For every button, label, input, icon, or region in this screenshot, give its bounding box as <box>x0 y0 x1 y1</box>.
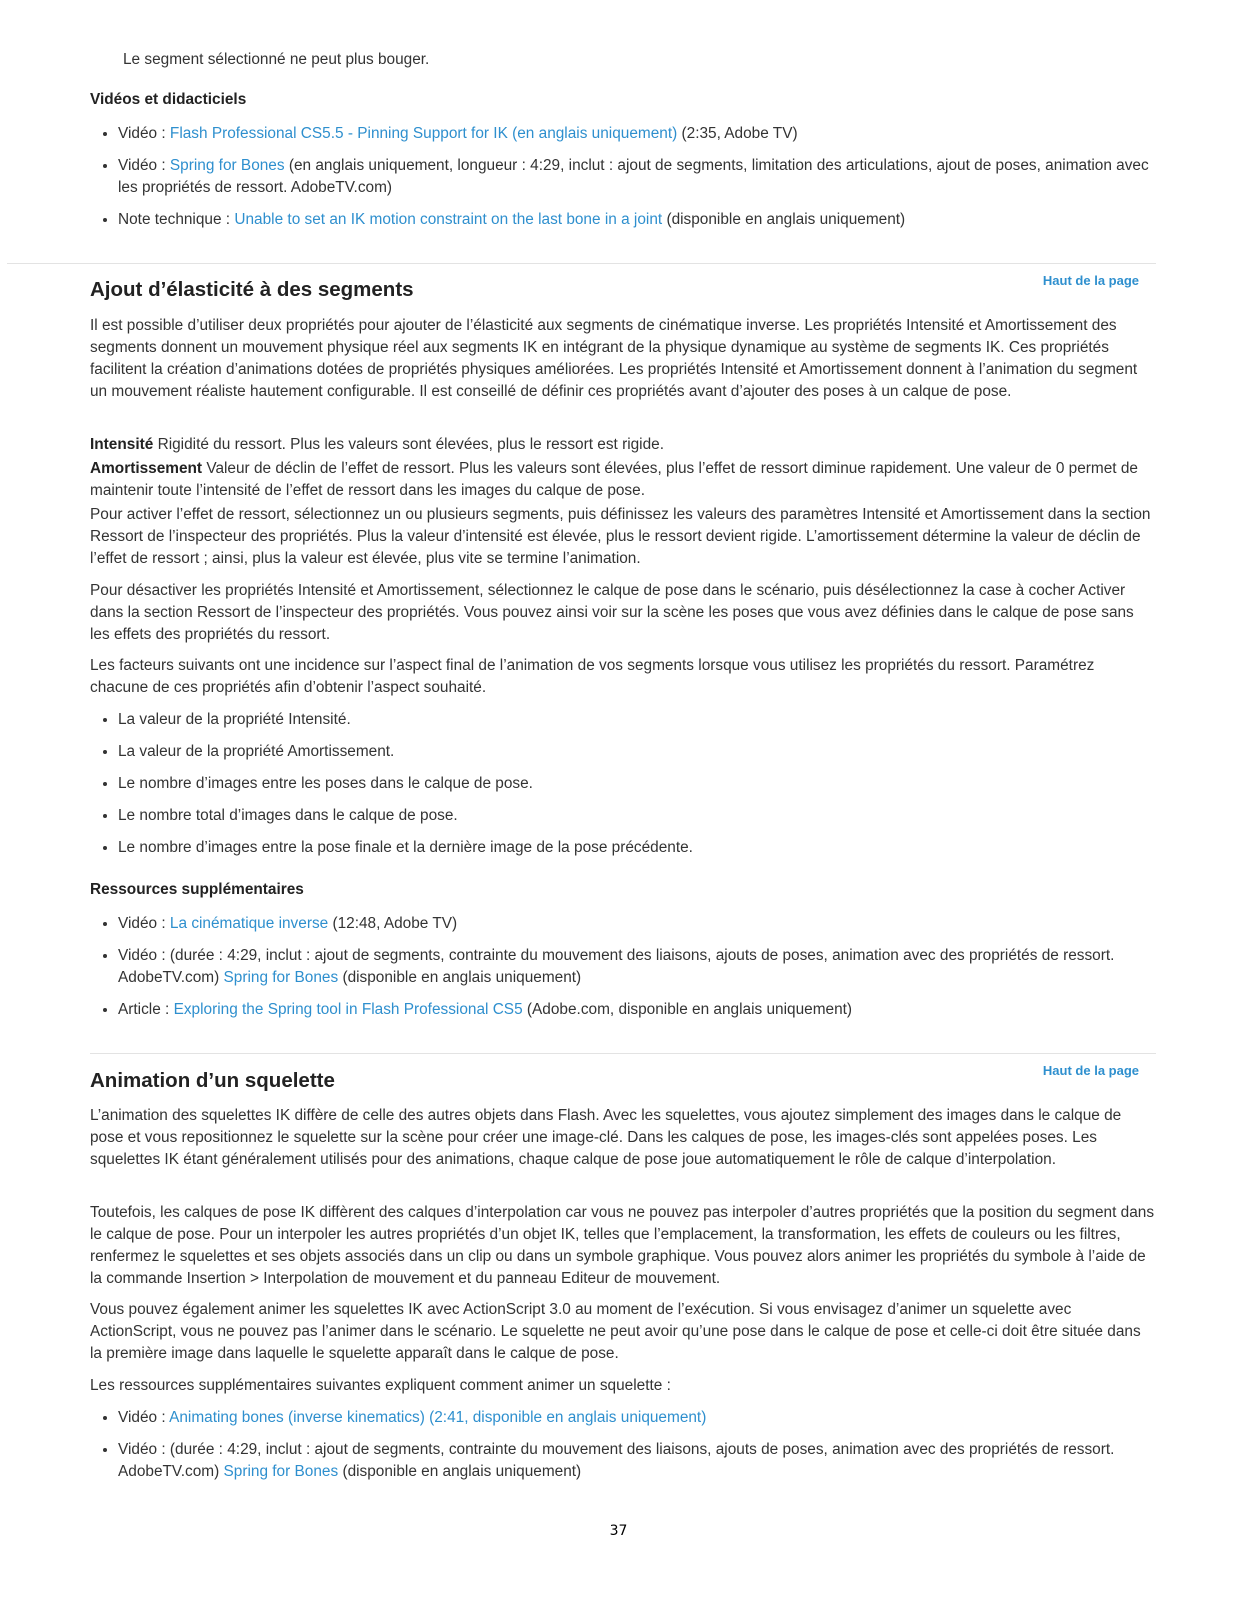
section-divider <box>90 1053 1156 1054</box>
definition-term: Intensité <box>90 436 154 453</box>
back-to-top-link[interactable]: Haut de la page <box>1042 1063 1139 1078</box>
videos-list <box>90 123 1158 241</box>
list-item: • Vidéo : La cinématique inverse (12:48, Adobe TV) <box>118 913 1158 935</box>
factors-list <box>90 709 1158 869</box>
videos-heading: Vidéos et didacticiels <box>90 91 247 108</box>
intro-line: Le segment sélectionné ne peut plus bouger. <box>123 51 430 68</box>
video-link-cinematique-inverse[interactable]: La cinématique inverse <box>169 915 329 932</box>
paragraph: Pour activer l’effet de ressort, sélectionnez un ou plusieurs segments, puis définissez les valeurs des paramètres Intensité et Amortissement dans la section Ressort de l’inspecteur des propriétés. Plus la valeur d’intensité est élevée, plus le ressort devient rigide. L’amortissement détermine la valeur de déclin de l’effet de ressort ; ainsi, plus la valeur est élevée, plus vite se termine l’animation. <box>90 506 1151 567</box>
definition-intensite: Intensité Rigidité du ressort. Plus les valeurs sont élevées, plus le ressort est rigide. <box>90 436 664 453</box>
video-link-spring-for-bones[interactable]: Spring for Bones <box>169 157 285 174</box>
definition-term: Amortissement <box>90 460 203 477</box>
list-item: • Le nombre d’images entre les poses dans le calque de pose. <box>118 773 1158 795</box>
resources-list <box>90 913 1158 1031</box>
paragraph: Pour désactiver les propriétés Intensité et Amortissement, sélectionnez le calque de pose dans le scénario, puis désélectionnez la case à cocher Activer dans la section Ressort de l’inspecteur des propriétés. Vous pouvez ainsi voir sur la scène les poses que vous avez définies dans le calque de pose sans les effets des propriétés du ressort. <box>90 582 1134 643</box>
resources-list <box>90 1407 1158 1493</box>
paragraph: Il est possible d’utiliser deux propriétés pour ajouter de l’élasticité aux segments de cinématique inverse. Les propriétés Intensité et Amortissement des segments donnent un mouvement physique réel aux segments IK en intégrant de la physique dynamique au système de segments IK. Ces propriétés facilitent la création d’animations dotées de propriétés physiques améliorées. Les propriétés Intensité et Amortissement donnent à l’animation du segment un mouvement réaliste hautement configurable. Il est conseillé de définir ces propriétés avant d’ajouter des poses à un calque de pose. <box>90 317 1138 400</box>
list-item: • Vidéo : Animating bones (inverse kinematics) (2:41, disponible en anglais uniquement) <box>118 1407 1158 1429</box>
list-item: • Vidéo : Flash Professional CS5.5 - Pinning Support for IK (en anglais uniquement) (2:35, Adobe TV) <box>118 123 1158 145</box>
list-item: • Le nombre d’images entre la pose finale et la dernière image de la pose précédente. <box>118 837 1158 859</box>
list-item: • Article : Exploring the Spring tool in Flash Professional CS5 (Adobe.com, disponible en anglais uniquement) <box>118 999 1158 1021</box>
list-item: • La valeur de la propriété Amortissement. <box>118 741 1158 763</box>
list-item: • Vidéo : Spring for Bones (en anglais uniquement, longueur : 4:29, inclut : ajout de segments, limitation des articulations, ajout de poses, animation avec les propriétés de ressort. AdobeTV.com) <box>118 155 1158 199</box>
page-number: 37 <box>609 1523 628 1539</box>
list-item: • Le nombre total d’images dans le calque de pose. <box>118 805 1158 827</box>
list-item: • Vidéo : (durée : 4:29, inclut : ajout de segments, contrainte du mouvement des liaisons, ajouts de poses, animation avec des propriétés de ressort. AdobeTV.com) Spring for Bones (disponible en anglais uniquement) <box>118 1439 1158 1483</box>
paragraph: Toutefois, les calques de pose IK diffèrent des calques d’interpolation car vous ne pouvez pas interpoler d’autres propriétés que la position du segment dans le calque de pose. Pour un interpoler les autres propriétés d’un objet IK, telles que l’emplacement, la transformation, les effets de couleurs ou les filtres, renfermez le squelettes et ses objets associés dans un clip ou dans un symbole graphique. Vous pouvez alors animer les propriétés du symbole à l’aide de la commande Insertion > Interpolation de mouvement et du panneau Editeur de mouvement. <box>90 1204 1155 1287</box>
list-item: • Note technique : Unable to set an IK motion constraint on the last bone in a joint (disponible en anglais uniquement) <box>118 209 1158 231</box>
article-link-spring-tool[interactable]: Exploring the Spring tool in Flash Professional CS5 <box>173 1001 523 1018</box>
resources-heading: Ressources supplémentaires <box>90 881 304 898</box>
video-link-spring-for-bones[interactable]: Spring for Bones <box>223 1463 339 1480</box>
video-link-spring-for-bones[interactable]: Spring for Bones <box>223 969 339 986</box>
definition-amortissement: Amortissement Valeur de déclin de l’effet de ressort. Plus les valeurs sont élevées, plus l’effet de ressort diminue rapidement. Une valeur de 0 permet de maintenir toute l’intensité de l’effet de ressort dans les images du calque de pose. <box>90 460 1138 499</box>
technote-link-ik-constraint[interactable]: Unable to set an IK motion constraint on the last bone in a joint <box>234 211 663 228</box>
paragraph: Les facteurs suivants ont une incidence sur l’aspect final de l’animation de vos segments lorsque vous utilisez les propriétés du ressort. Paramétrez chacune de ces propriétés afin d’obtenir l’aspect souhaité. <box>90 657 1095 696</box>
video-link-pinning-support[interactable]: Flash Professional CS5.5 - Pinning Support for IK (en anglais uniquement) <box>169 125 678 142</box>
section-title: Ajout d’élasticité à des segments <box>90 278 414 301</box>
section-title: Animation d’un squelette <box>90 1069 335 1092</box>
paragraph: Les ressources supplémentaires suivantes expliquent comment animer un squelette : <box>90 1377 671 1394</box>
back-to-top-link[interactable]: Haut de la page <box>1042 273 1139 288</box>
list-item: • Vidéo : (durée : 4:29, inclut : ajout de segments, contrainte du mouvement des liaisons, ajouts de poses, animation avec des propriétés de ressort. AdobeTV.com) Spring for Bones (disponible en anglais uniquement) <box>118 945 1158 989</box>
section-divider <box>7 263 1156 264</box>
paragraph: L’animation des squelettes IK diffère de celle des autres objets dans Flash. Avec les squelettes, vous ajoutez simplement des images dans le calque de pose et vous repositionnez le squelette sur la scène pour créer une image-clé. Dans les calques de pose, les images-clés sont appelées poses. Les squelettes IK étant généralement utilisés pour des animations, chaque calque de pose joue automatiquement le rôle de calque d’interpolation. <box>90 1107 1122 1168</box>
paragraph: Vous pouvez également animer les squelettes IK avec ActionScript 3.0 au moment de l’exécution. Si vous envisagez d’animer un squelette avec ActionScript, vous ne pouvez pas l’animer dans le scénario. Le squelette ne peut avoir qu’une pose dans le calque de pose et celle-ci doit être située dans la première image dans laquelle le squelette apparaît dans le calque de pose. <box>90 1301 1141 1362</box>
video-link-animating-bones[interactable]: Animating bones (inverse kinematics) (2:41, disponible en anglais uniquement) <box>169 1409 707 1426</box>
list-item: • La valeur de la propriété Intensité. <box>118 709 1158 731</box>
